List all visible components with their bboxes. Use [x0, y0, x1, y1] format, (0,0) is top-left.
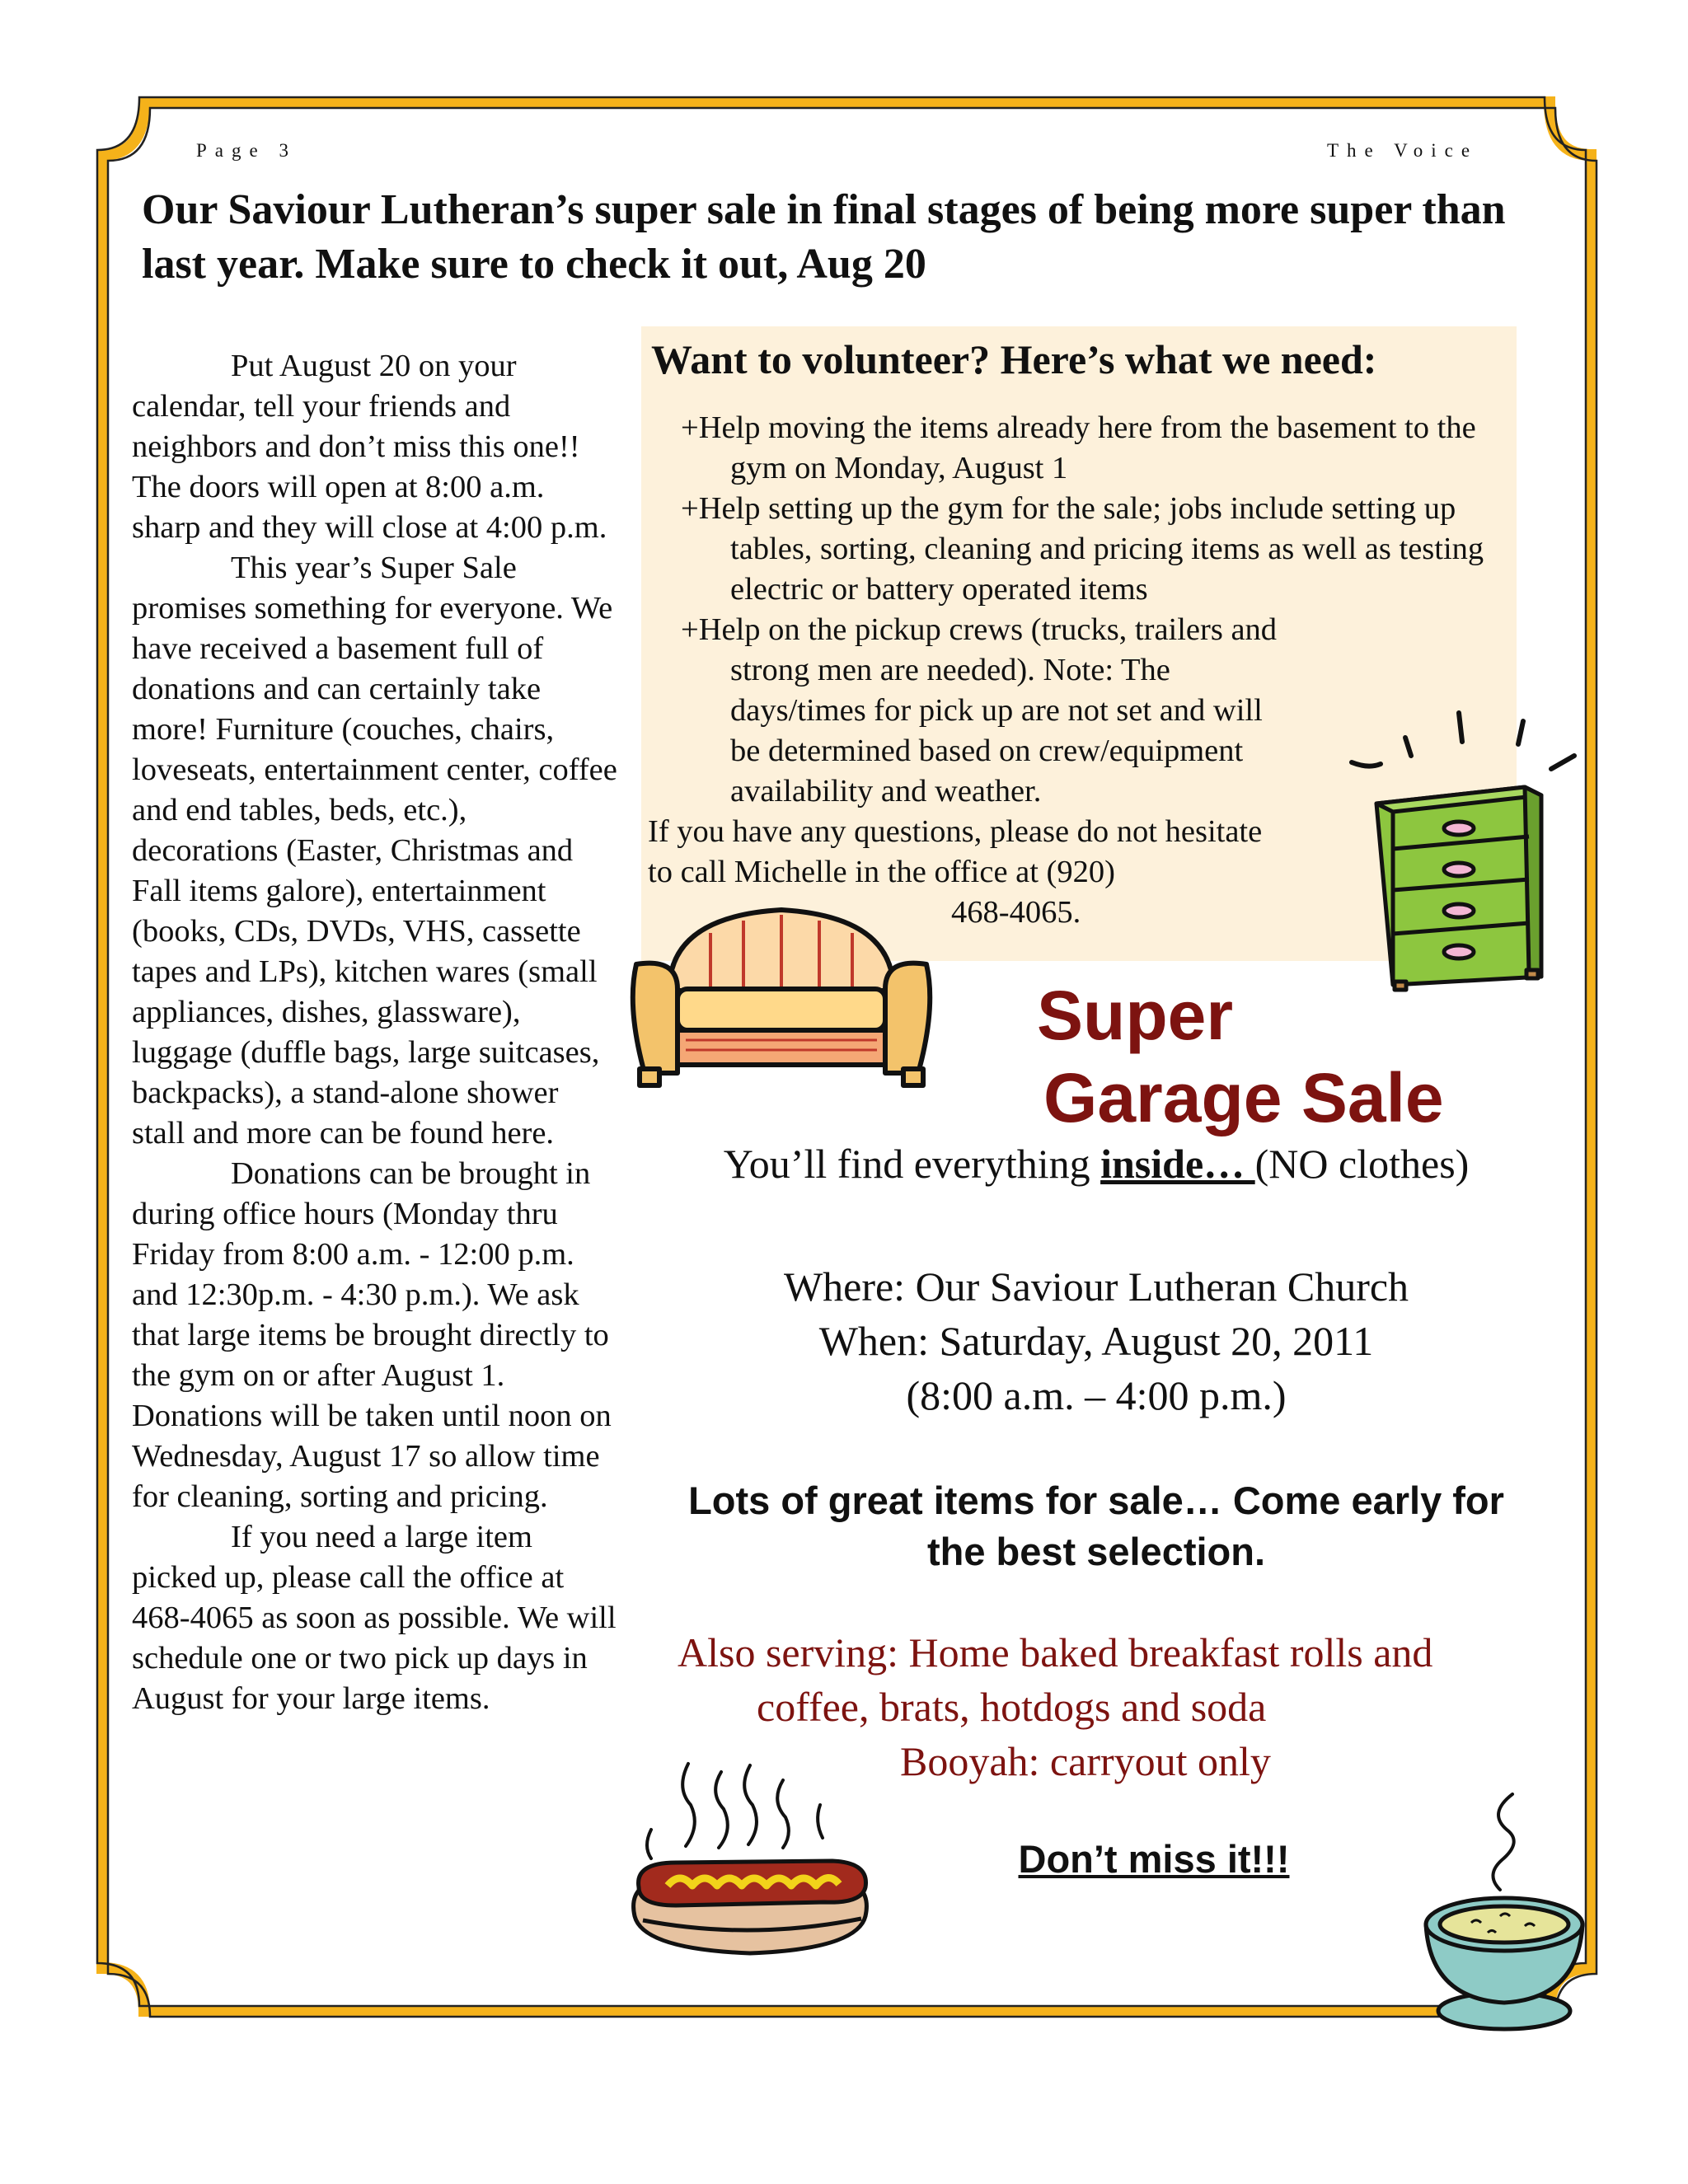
- paragraph-intro: Put August 20 on your calendar, tell your friends and neighbors and don’t miss this one!! The doors will open at 8:00 a.m. sharp and they will close at 4:00 p.m.: [132, 349, 607, 545]
- serving-line2: coffee, brats, hotdogs and soda: [757, 1684, 1267, 1730]
- closing-line: Don’t miss it!!!: [1018, 1837, 1290, 1881]
- serving-line1: Also serving: Home baked breakfast rolls and: [678, 1629, 1433, 1675]
- sale-when: When: Saturday, August 20, 2011: [818, 1318, 1374, 1364]
- contact-phone: 468-4065.: [951, 895, 1081, 930]
- sale-where: Where: Our Saviour Lutheran Church: [783, 1263, 1409, 1310]
- article-body: [132, 346, 618, 1719]
- soup-bowl-icon: [1409, 1793, 1599, 2040]
- find-suffix: (NO clothes): [1254, 1141, 1470, 1187]
- paragraph-pickup: If you need a large item picked up, please call the office at 468-4065 as soon as possible. We will schedule one or two pick up days in August for your large items.: [132, 1520, 617, 1716]
- couch-icon: [620, 900, 943, 1090]
- hotdog-icon: [618, 1755, 882, 1994]
- dresser-icon: [1335, 705, 1582, 993]
- page-number: Page 3: [196, 140, 297, 161]
- find-prefix: You’ll find everything: [723, 1141, 1101, 1187]
- publication-name: The Voice: [1327, 140, 1479, 161]
- volunteer-contact: If you have any questions, please do not hesitate to call Michelle in the office at (920): [648, 814, 1263, 889]
- volunteer-item: +Help moving the items already here from the basement to the gym on Monday, August 1: [681, 410, 1476, 485]
- volunteer-item: +Help setting up the gym for the sale; jobs include setting up tables, sorting, cleaning and pricing items as well as testing electric or battery operated items: [681, 491, 1484, 607]
- find-emphasis: inside…: [1100, 1141, 1255, 1187]
- sale-title-line2: Garage Sale: [1043, 1059, 1444, 1137]
- serving-line3: Booyah: carryout only: [900, 1738, 1271, 1784]
- volunteer-item: +Help on the pickup crews (trucks, trailers and strong men are needed). Note: The days/times for pick up are not set and will be determined based on crew/equipment availability and weather.: [681, 612, 1278, 808]
- sale-title: [1037, 974, 1564, 1139]
- paragraph-donations: Donations can be brought in during office hours (Monday thru Friday from 8:00 a.m. - 12:00 p.m. and 12:30p.m. - 4:30 p.m.). We ask that large items be brought directly to the gym on or after August 1. Donations will be taken until noon on Wednesday, August 17 so allow time for cleaning, sorting and pricing.: [132, 1156, 612, 1514]
- article-headline: Our Saviour Lutheran’s super sale in final stages of being more super than last year. Make sure to check it out, Aug 20: [142, 186, 1506, 288]
- find-line: [659, 1137, 1533, 1190]
- sale-lots: Lots of great items for sale… Come early for the best selection.: [688, 1479, 1504, 1573]
- sale-details: [659, 1259, 1533, 1422]
- sale-title-line1: Super: [1037, 977, 1234, 1054]
- volunteer-heading: Want to volunteer? Here’s what we need:: [651, 336, 1377, 382]
- paragraph-items: This year’s Super Sale promises something for everyone. We have received a basement full of donations and can certainly take more! Furniture (couches, chairs, loveseats, entertainment center, coffee and end tables, beds, etc.), decorations (Easter, Christmas and Fall items galore), entertainment (books, CDs, DVDs, VHS, cassette tapes and LPs), kitchen wares (small appliances, dishes, glassware), luggage (duffle bags, large suitcases, backpacks), a stand-alone shower stall and more can be found here.: [132, 551, 617, 1151]
- sale-hours: (8:00 a.m. – 4:00 p.m.): [906, 1372, 1287, 1418]
